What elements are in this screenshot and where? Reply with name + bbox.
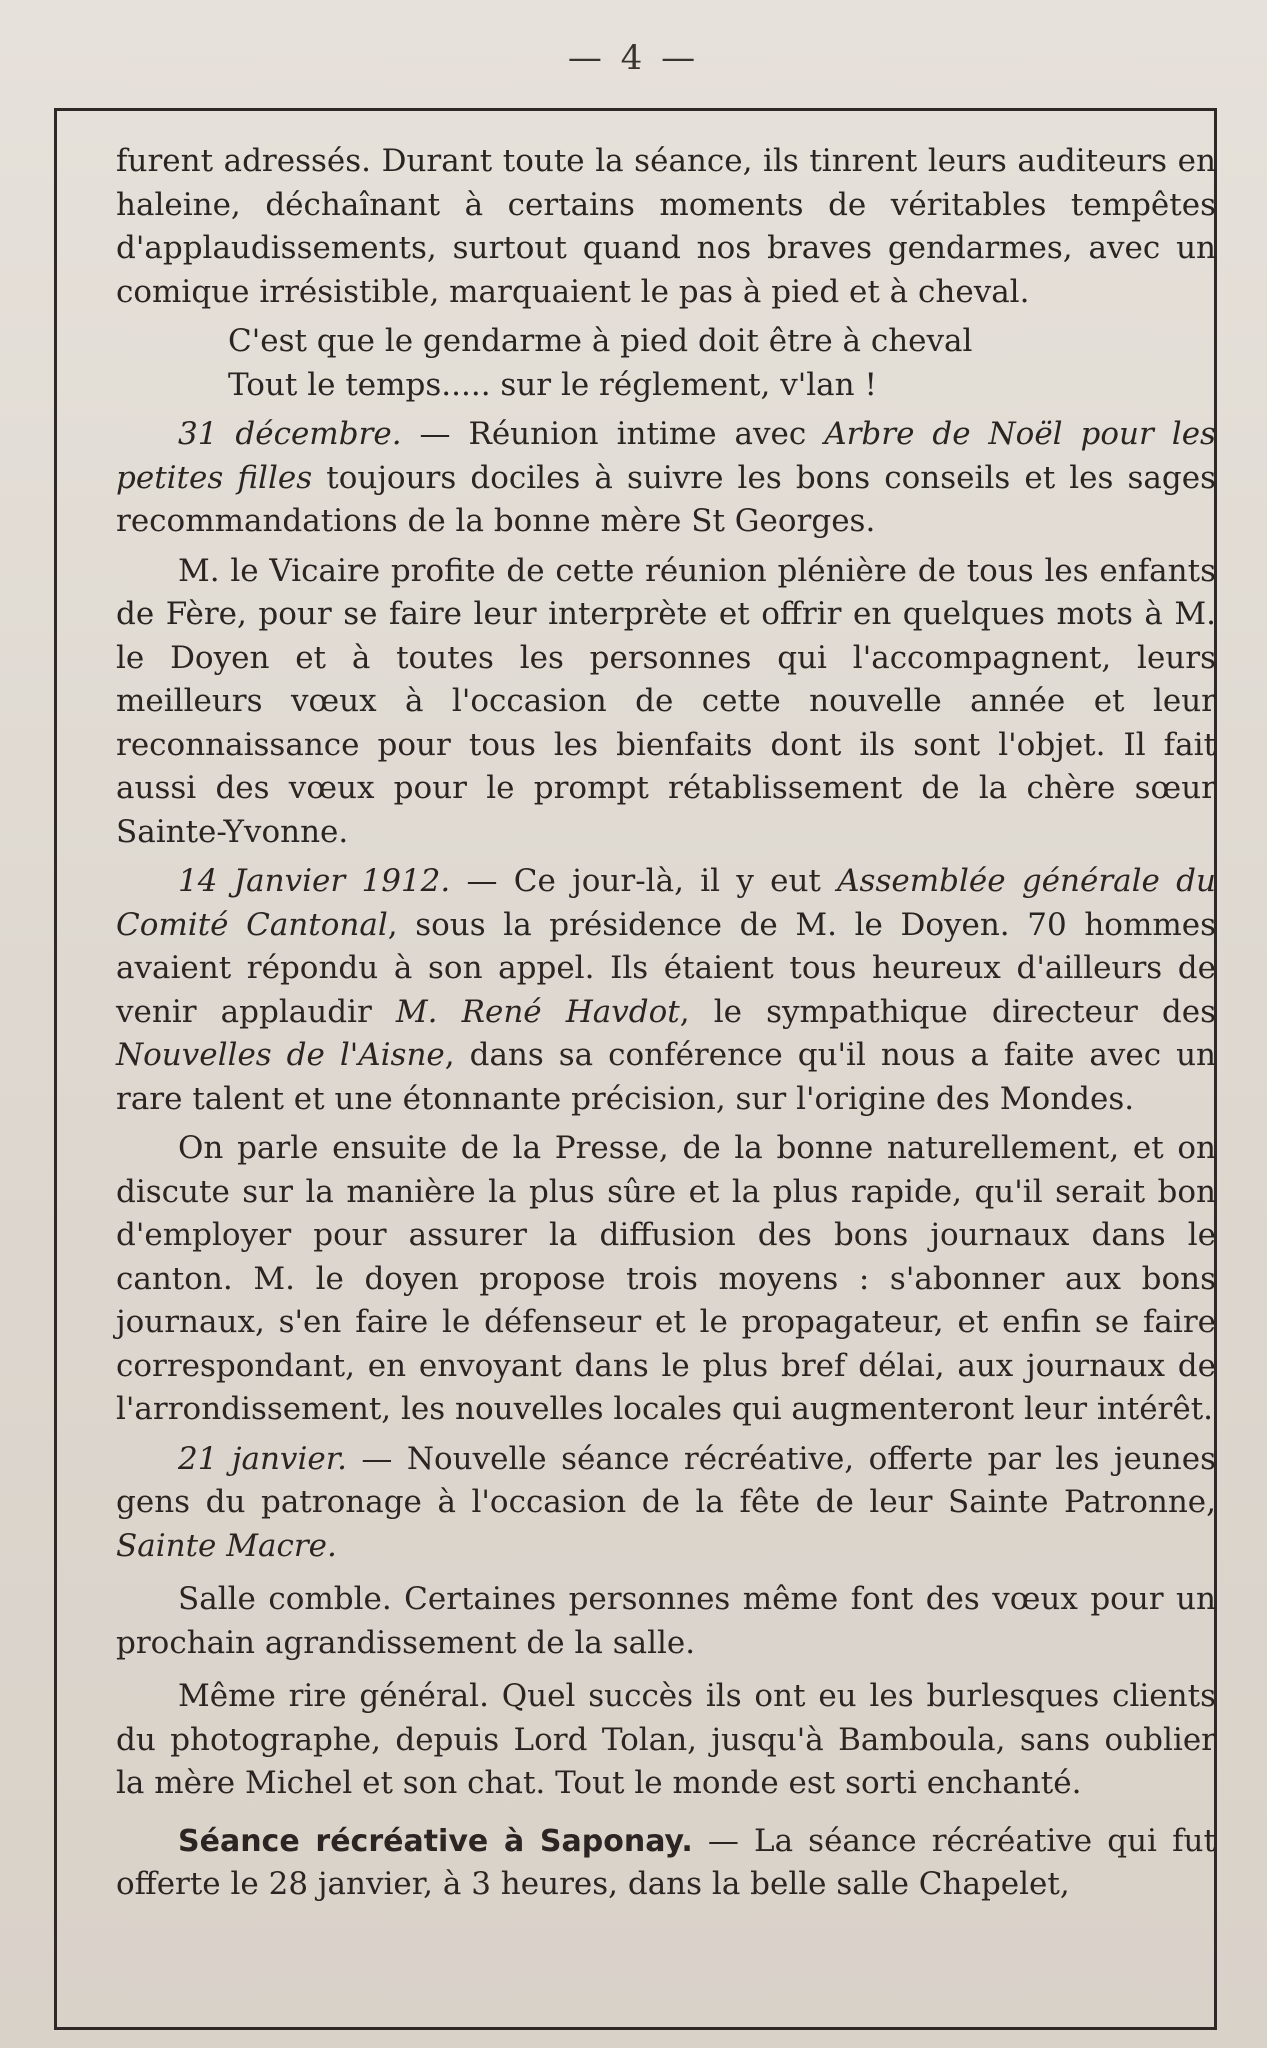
verse-line-1: C'est que le gendarme à pied doit être à cheval [228,323,973,359]
verse-line-2: Tout le temps..... sur le réglement, v'lan ! [228,366,877,403]
section-heading: Séance récréative à Saponay. [178,1823,693,1859]
article-body [116,140,1216,1907]
entry-date: 31 décembre. [178,416,402,452]
newspaper-name: Nouvelles de l'Aisne [116,1037,445,1073]
paragraph-21-janvier: 21 janvier. — Nouvelle séance récréative, offerte par les jeunes gens du patronage à l'occasion de la fête de leur Sainte Patronne, Sainte Macre. [116,1440,1216,1564]
paragraph-vicaire: M. le Vicaire profite de cette réunion plénière de tous les enfants de Fère, pour se faire leur interprète et offrir en quelques mots à M. le Doyen et à toutes les personnes qui l'accompagnent, leurs meilleurs vœux à l'occasion de cette nouvelle année et leur reconnaissance pour tous les bienfaits dont ils sont l'objet. Il fait aussi des vœux pour le prompt rétablissement de la chère sœur Sainte-Yvonne. [116,552,1216,850]
event-title: Assemblée générale du Comité Cantonal [116,863,1216,943]
paragraph-salle-comble: Salle comble. Certaines personnes même font des vœux pour un prochain agrandissement de la salle. [116,1581,1216,1661]
page-number: — 4 — [567,38,700,78]
event-title: Arbre de Noël pour les petites filles [116,416,1216,496]
paragraph-rire-general: Même rire général. Quel succès ils ont eu les burlesques clients du photographe, depuis Lord Tolan, jusqu'à Bamboula, sans oublier la mère Michel et son chat. Tout le monde est sorti enchanté. [116,1678,1216,1801]
paragraph-14-janvier: 14 Janvier 1912. — Ce jour-là, il y eut Assemblée générale du Comité Cantonal, sous la présidence de M. le Doyen. 70 hommes avaient répondu à son appel. Ils étaient tous heureux d'ailleurs de venir applaudir M. René Havdot, le sympathique directeur des Nouvelles de l'Aisne, dans sa conférence qu'il nous a faite avec un rare talent et une étonnante précision, sur l'origine des Mondes. [116,863,1216,1117]
quoted-verse [116,320,1216,407]
speaker-name: M. René Havdot [395,993,680,1030]
paragraph-presse: On parle ensuite de la Presse, de la bonne naturellement, et on discute sur la manière la plus sûre et la plus rapide, qu'il serait bon d'employer pour assurer la diffusion des bons journaux dans le canton. M. le doyen propose trois moyens : s'abonner aux bons journaux, s'en faire le défenseur et le propagateur, et enfin se faire correspondant, en envoyant dans le plus bref délai, aux journaux de l'arrondissement, les nouvelles locales qui augmenteront leur intérêt. [116,1130,1216,1427]
entry-date: 14 Janvier 1912. [178,863,451,899]
paragraph-continuation: furent adressés. Durant toute la séance, ils tinrent leurs auditeurs en haleine, déchaînant à certains moments de véritables tempêtes d'applaudissements, surtout quand nos braves gendarmes, avec un comique irrésistible, marquaient le pas à pied et à cheval. [116,143,1216,310]
paragraph-31-decembre: 31 décembre. — Réunion intime avec Arbre de Noël pour les petites filles toujours dociles à suivre les bons conseils et les sages recommandations de la bonne mère St Georges. [116,416,1217,539]
patron-saint-name: Sainte Macre. [116,1527,337,1564]
entry-date: 21 janvier. [178,1440,347,1477]
paragraph-saponay: Séance récréative à Saponay. — La séance récréative qui fut offerte le 28 janvier, à 3 heures, dans la belle salle Chapelet, [116,1822,1216,1902]
